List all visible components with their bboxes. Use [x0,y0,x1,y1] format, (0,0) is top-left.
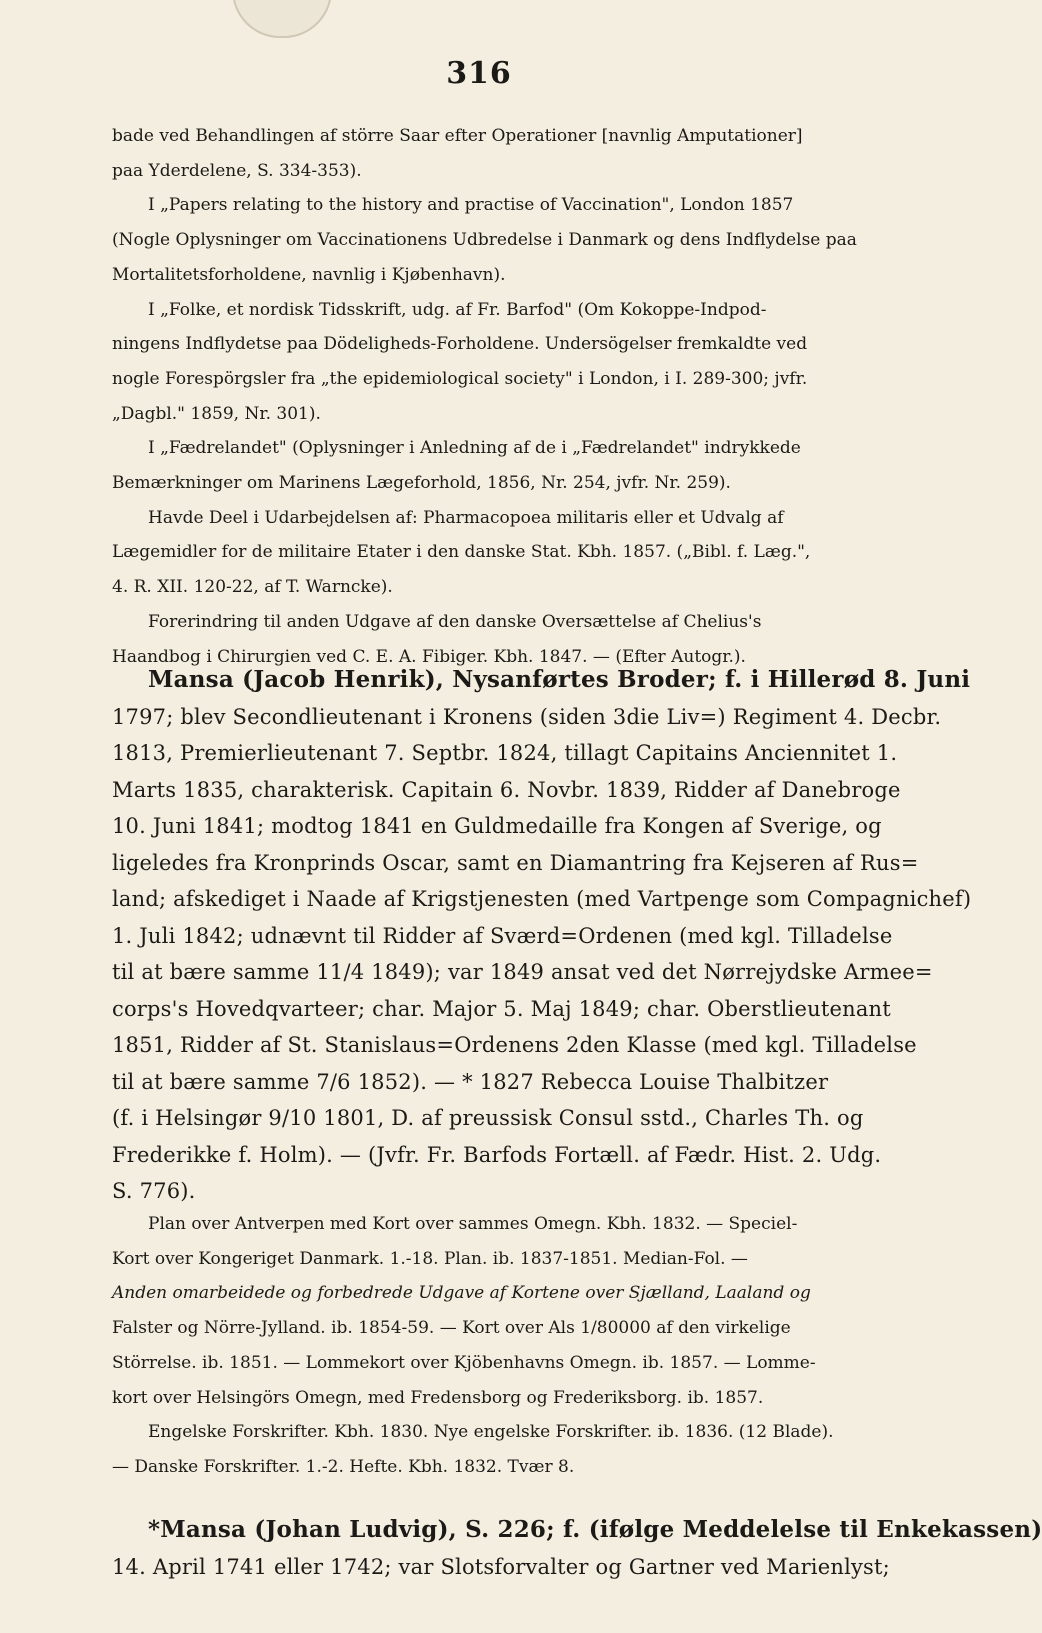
entry-heading-line: Mansa (Jacob Henrik), Nysanførtes Broder; f. i Hillerød 8. Juni [148,666,971,693]
text-line: Kort over Kongeriget Danmark. 1.-18. Plan. ib. 1837-1851. Median-Fol. — [112,1248,748,1269]
entry-heading-line: *Mansa (Johan Ludvig), S. 226; f. (ifølge Meddelelse til Enkekassen) [148,1516,1042,1543]
text-line: paa Yderdelene, S. 334-353). [112,160,362,181]
text-line: Bemærkninger om Marinens Lægeforhold, 1856, Nr. 254, jvfr. Nr. 259). [112,473,731,494]
text-line: til at bære samme 7/6 1852). — * 1827 Rebecca Louise Thalbitzer [112,1069,829,1094]
text-line: Störrelse. ib. 1851. — Lommekort over Kjöbenhavns Omegn. ib. 1857. — Lomme- [112,1352,816,1373]
text-line: 1813, Premierlieutenant 7. Septbr. 1824, tillagt Capitains Anciennitet 1. [112,741,898,765]
text-line: 1797; blev Secondlieutenant i Kronens (siden 3die Liv=) Regiment 4. Decbr. [112,704,942,729]
text-line: corps's Hovedqvarteer; char. Major 5. Maj 1849; char. Oberstlieutenant [112,996,891,1021]
text-line: I „Fædrelandet" (Oplysninger i Anledning af de i „Fædrelandet" indrykkede [148,438,801,459]
text-line: 10. Juni 1841; modtog 1841 en Guldmedaille fra Kongen af Sverige, og [112,814,882,838]
text-line: „Dagbl." 1859, Nr. 301). [112,403,321,424]
text-line: Plan over Antverpen med Kort over sammes Omegn. Kbh. 1832. — Speciel- [148,1214,798,1234]
text-line: 14. April 1741 eller 1742; var Slotsforvalter og Gartner ved Marienlyst; [112,1554,890,1579]
text-line: ningens Indflydetse paa Dödeligheds-Forholdene. Undersögelser fremkaldte ved [112,334,808,355]
sources-block [112,119,918,674]
text-line: 1. Juli 1842; udnævnt til Ridder af Sværd=Ordenen (med kgl. Tilladelse [112,923,893,948]
text-line: Engelske Forskrifter. Kbh. 1830. Nye engelske Forskrifter. ib. 1836. (12 Blade). [148,1422,834,1443]
text-line: Marts 1835, charakterisk. Capitain 6. Novbr. 1839, Ridder af Danebroge [112,777,901,802]
text-line: (f. i Helsingør 9/10 1801, D. af preussisk Consul sstd., Charles Th. og [112,1106,864,1130]
text-line: — Danske Forskrifter. 1.-2. Hefte. Kbh. 1832. Tvær 8. [112,1456,575,1477]
text-line: nogle Forespörgsler fra „the epidemiological society" i London, i I. 289-300; jvfr. [112,368,808,389]
text-line: Haandbog i Chirurgien ved C. E. A. Fibiger. Kbh. 1847. — (Efter Autogr.). [112,646,746,667]
text-line: til at bære samme 11/4 1849); var 1849 ansat ved det Nørrejydske Armee= [112,960,933,984]
page-number: 316 [446,56,512,91]
text-line: Mortalitetsforholdene, navnlig i Kjøbenhavn). [112,264,506,285]
text-line: bade ved Behandlingen af större Saar efter Operationer [navnlig Amputationer] [112,126,803,146]
text-line: I „Folke, et nordisk Tidsskrift, udg. af Fr. Barfod" (Om Kokoppe-Indpod- [148,299,767,320]
text-line: Lægemidler for de militaire Etater i den danske Stat. Kbh. 1857. („Bibl. f. Læg.", [112,542,811,563]
text-line: S. 776). [112,1179,196,1203]
biography-johan-ludvig-mansa [112,1512,1042,1585]
text-line: 1851, Ridder af St. Stanislaus=Ordenens 2den Klasse (med kgl. Tilladelse [112,1033,917,1057]
biography-jacob-henrik-mansa [112,662,972,1210]
text-line: (Nogle Oplysninger om Vaccinationens Udbredelse i Danmark og dens Indflydelse paa [112,230,857,251]
page-corner-mark [232,0,332,38]
text-line: ligeledes fra Kronprinds Oscar, samt en Diamantring fra Kejseren af Rus= [112,850,919,875]
text-line: Havde Deel i Udarbejdelsen af: Pharmacopoea militaris eller et Udvalg af [148,507,784,528]
text-line: I „Papers relating to the history and practise of Vaccination", London 1857 [148,195,794,216]
text-line: Frederikke f. Holm). — (Jvfr. Fr. Barfods Fortæll. af Fædr. Hist. 2. Udg. [112,1142,882,1167]
text-line: Anden omarbeidede og forbedrede Udgave af Kortene over Sjælland, Laaland og [112,1283,811,1304]
text-line: land; afskediget i Naade af Krigstjenesten (med Vartpenge som Compagnichef) [112,887,972,911]
text-line: 4. R. XII. 120-22, af T. Warncke). [112,577,393,598]
works-block [112,1207,918,1485]
text-line: Falster og Nörre-Jylland. ib. 1854-59. — Kort over Als 1/80000 af den virkelige [112,1318,791,1339]
text-line: Forerindring til anden Udgave af den danske Oversættelse af Chelius's [148,611,762,632]
text-line: kort over Helsingörs Omegn, med Fredensborg og Frederiksborg. ib. 1857. [112,1387,764,1408]
